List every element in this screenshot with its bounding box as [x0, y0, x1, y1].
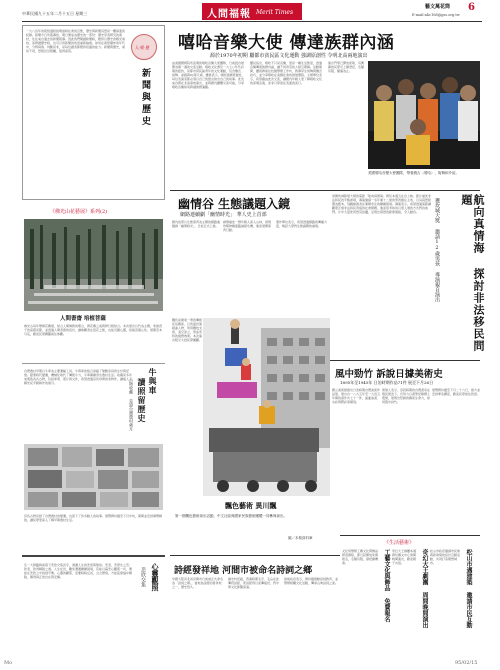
left-bottom-sub: 悲欣交集	[140, 567, 146, 587]
bottom-right-h1: 工藝文化與飾品 免費報名	[383, 549, 390, 622]
right-column-article: 榮獲坎城影展大獎的電影「航向真情海」將於本週五在台上映。影片描述非法移民的辛酸處境，導演邀請一名年僅十二歲的男孩擔任主角，以其真實經歷為藍本，刻劃偷渡者在異鄉求生的種種困境。導演表示，希望透過電影讓觀眾正視非法移民背後的社會問題，進而思考如何以更人道的方式對待他們。片中大量使用實景拍攝，呈現出寫實的影像風格，令人動容。 航向真情海 探討非法移民問題 獲坎城大獎 邀請12歲男孩 導演親自演出	[330, 190, 480, 360]
right-column-sub: 獲坎城大獎 邀請12歲男孩 導演親自演出	[434, 198, 440, 302]
old-tickets-image	[24, 444, 163, 510]
left-mid-tag: 《佛光山花藝展》系列(2)	[50, 209, 108, 215]
art-history-article: 風中勁竹 訴說日據美術史 1895年至1945年 日治時期作品71件 展至下月26日 國立美術館推出日治時期台灣美術作品展，展出自一八九五年至一九四五年間的畫作共七十一件，涵蓋油畫、水彩與膠彩等類別。 策展人表示，這段時期的台灣畫家在殖民統治下，仍努力以畫筆記錄鄉土風情，展現出堅韌的藝術生命力，如同風中勁竹。 展覽將持續至下月二十六日，館方並安排專家講座，歡迎民眾前往欣賞。	[330, 360, 480, 535]
parade-float-photo	[203, 318, 330, 496]
left-top-badge: 人·經·歷	[131, 34, 157, 60]
masthead-rule	[22, 21, 482, 22]
main-photo-caption: 美國嘻哈音樂大使團隊，帶著饒舌（嘻哈）、街舞和介紹。	[368, 171, 459, 175]
left-bottom-title: 心靈觀照	[151, 563, 160, 591]
left-lower-column-title: 牛與車	[148, 368, 158, 395]
masthead-email: E-mail:nhc168@gss.org.tw	[412, 13, 460, 17]
footer-left: Mo	[4, 660, 13, 666]
masthead	[0, 0, 500, 26]
left-mid-photo	[24, 219, 163, 311]
bottom-right-article: 《生活藝術》 文化局舉辦工藝文化與飾品研習課程，即日起開放免費報名，名額有限，請把握機會。 工藝文化與飾品 免費報名 奇幻大王劇團本週將於藝文中心周間晚間演出，歡迎親子共賞。 奇幻大王劇團 周間晚間演出 松山市政府邀請市民參與新建築的設計互動活動，共同打造理想城市。 松山市邁建築 邀請市民互動	[340, 535, 480, 655]
masthead-section: 藝文萬花筒	[425, 4, 451, 10]
middle-article: 幽情谷 生態議題入鏡 網路連續劇「幽情時光」 華人史上首部 國內首部以生態保育為主題的網路連續劇「幽情時光」，日前正式上線。 劇情描述一群年輕人深入山林，發現珍稀物種面臨滅絕危機，進而展開保育行動。 製作單位表示，希望透過網路的傳播力量，喚起大眾對生態議題的重視。 飄色是廣東一帶的傳統民俗藝術，以孩童扮演戲曲人物，利用鐵枝支撐，凌空而立，形成奇特的視覺效果。本次演出吸引大批民眾圍觀。 飄色藝術 異川飄 第一期飄色藝術演出活動，中文社區與國家民族藝術團體一同參與演出。 圖／本報資料庫	[170, 190, 330, 560]
main-photo	[368, 61, 480, 169]
middle-photo-caption: 飄色藝術 異川飄	[225, 501, 277, 510]
art-history-headline: 風中勁竹 訴說日據美術史	[335, 369, 443, 380]
art-history-sub: 1895年至1945年 日治時期作品71件 展至下月26日	[340, 380, 434, 385]
main-article: 嘻哈音樂大使 傳達族群內涵 源於1970年初期 屬都市貧民區文化運動 強調原創性 令明北高兩地演出 由美國國務院所派遣的嘻哈音樂大使團隊，日前抵台展開為期一週的交流活動。嘻哈文化源於一九七○年代初期的紐約，是都市貧民區青年的文化運動，包含饒舌、街舞、塗鴉與DJ等元素。團員表示，嘻哈強調原創性，每位表演者都必須以自己的語言說出自己的故事。此次來台將在北高兩地演出，並與國內團體交流切磋，分享嘻哈音樂如何跨越族群藩籬。 團長指出，嘻哈不只是音樂，更是一種生活態度，透過音樂傳達族群內涵，讓不同背景的人相互理解。活動期間，團員將前往校園舉辦工作坊，教導學生街舞與饒舌技巧，並分享嘻哈在美國社會的發展歷程。主辦單位表示，希望藉由此次交流，讓國內年輕人更了解嘻哈文化的深層意義，而非只停留在表面的流行。 演出門票已開放索取，有興趣的民眾可上網登記，名額有限，額滿為止。 美國嘻哈音樂大使團隊，帶著饒舌（嘻哈）、街舞和介紹。	[170, 25, 480, 190]
main-subhead: 源於1970年初期 屬都市貧民區文化運動 強調原創性 令明北高兩地演出	[210, 53, 368, 59]
main-headline: 嘻哈音樂大使 傳達族群內涵	[178, 33, 395, 53]
middle-caption-small: 第一期飄色藝術演出活動，中文社區與國家民族藝術團體一同參與演出。	[175, 514, 287, 518]
left-top-box: 一九八四年的報紙頭版說明當時社會的百態，歷史與新聞其實是一體兩面的紀錄。新聞今日所報導的，明日便成為歷史的一部份；歷史學者研究的素材，往往來自過去的新聞報導。因此我們閱讀新聞時，應該以歷史的眼光看待，而研讀歷史時，也可以用新聞的角度重新檢視。如何在資訊爆炸的年代中，分辨真偽、判斷是非，是每位讀者都應該培養的能力。新聞與歷史，看似不同，實則息息相關，值得深思。 人·經·歷 新聞與歷史	[22, 25, 165, 200]
left-mid-section: 《佛光山花藝展》系列(2) 人間書齋 培植菩薩 佛光山每年舉辦花藝展，結合人間佛教的理念，將花藝之美與修行相結合。本次展出以竹為主題，象徵君子的高風亮節，並透過人間書齋的設計，讓參觀者在賞花之餘，也能沉澱心靈，培植菩薩心性。展期至本月底，歡迎民眾踴躍前往參觀。	[24, 209, 163, 336]
hiphop-group-photo	[368, 61, 480, 169]
masthead-logo-text: 人間福報	[207, 9, 251, 20]
left-lower-sub: 古物收藏 見證台灣農村歲月	[129, 378, 134, 431]
middle-subhead: 網路連續劇「幽情時光」 華人史上首部	[180, 212, 267, 218]
left-lower-headline: 讀照留歷史	[137, 378, 147, 423]
bamboo-garden-image	[24, 219, 163, 311]
left-mid-caption: 人間書齋 培植菩薩	[60, 316, 106, 322]
middle-credit: 圖／本報資料庫	[288, 536, 313, 540]
right-column-headline: 航向真情海 探討非法移民問題	[460, 194, 485, 352]
left-lower-section: 台灣農村早期以牛車為主要運輸工具，牛與車的組合承載了無數家庭的生計與記憶。隨著時代變遷，機械化取代了傳統牛力，牛車漸漸退出農村生活。收藏家多年來蒐集各式古物，包括車票、照片與文件，希望透過這些珍貴的老物件，讓後人了解先民辛勤耕作的歲月。 牛與車 讀照留歷史 古物收藏 見證台灣農村歲月 這些古物見證了台灣農村的變遷，也留下了許多動人的故事。展覽將持續至下月中旬，期間並安排導覽解說，讓民眾更深入了解早期農村生活。	[22, 363, 165, 553]
bottom-right-h3: 松山市邁建築 邀請市民互動	[465, 549, 472, 628]
left-bottom-section: 心靈觀照 悲欣交集 弘一大師臨終前寫下悲欣交集四字，道盡人生的悲喜與無常。悲者，悲眾生之苦；欣者，欣得解脫之道。人生在世，難免遭遇種種困境，若能以慈悲心觀照一切，便能在悲欣之中找到平衡。心靈的觀照，需要時時反省，念念覺察，方能從煩惱中解脫，獲得真正的自在與安樂。	[22, 555, 165, 655]
middle-photo	[203, 318, 330, 496]
left-lower-photo	[24, 444, 163, 510]
masthead-date: 中華民國九十五年二月十五日 星期三	[22, 11, 88, 16]
bottom-mid-article: 詩經發祥地 河間市被命名詩詞之鄉 中國大陸河北省河間市日前被正式命名為「詩詞之鄉」，當地為詩經的發祥地之一，歷史悠久。 據史料記載，西漢時期毛亨、毛萇在此傳授詩經，使詩經得以流傳後世，對中華文化影響深遠。 當地政府表示，將持續推動詩詞教育，並舉辦相關文化活動，傳承古典詩詞之美。	[170, 555, 340, 655]
middle-headline: 幽情谷 生態議題入鏡	[178, 197, 291, 211]
footer-right: 95/02/15	[455, 660, 478, 666]
masthead-page-number: 6	[468, 2, 475, 13]
left-top-section-title: 新聞與歷史	[140, 68, 150, 128]
bottom-mid-headline: 詩經發祥地 河間市被命名詩詞之鄉	[174, 566, 313, 576]
bottom-right-h2: 奇幻大王劇團 周間晚間演出	[421, 549, 428, 628]
masthead-logo-en: Merit Times	[256, 9, 294, 16]
bottom-right-tag: 《生活藝術》	[384, 540, 415, 546]
